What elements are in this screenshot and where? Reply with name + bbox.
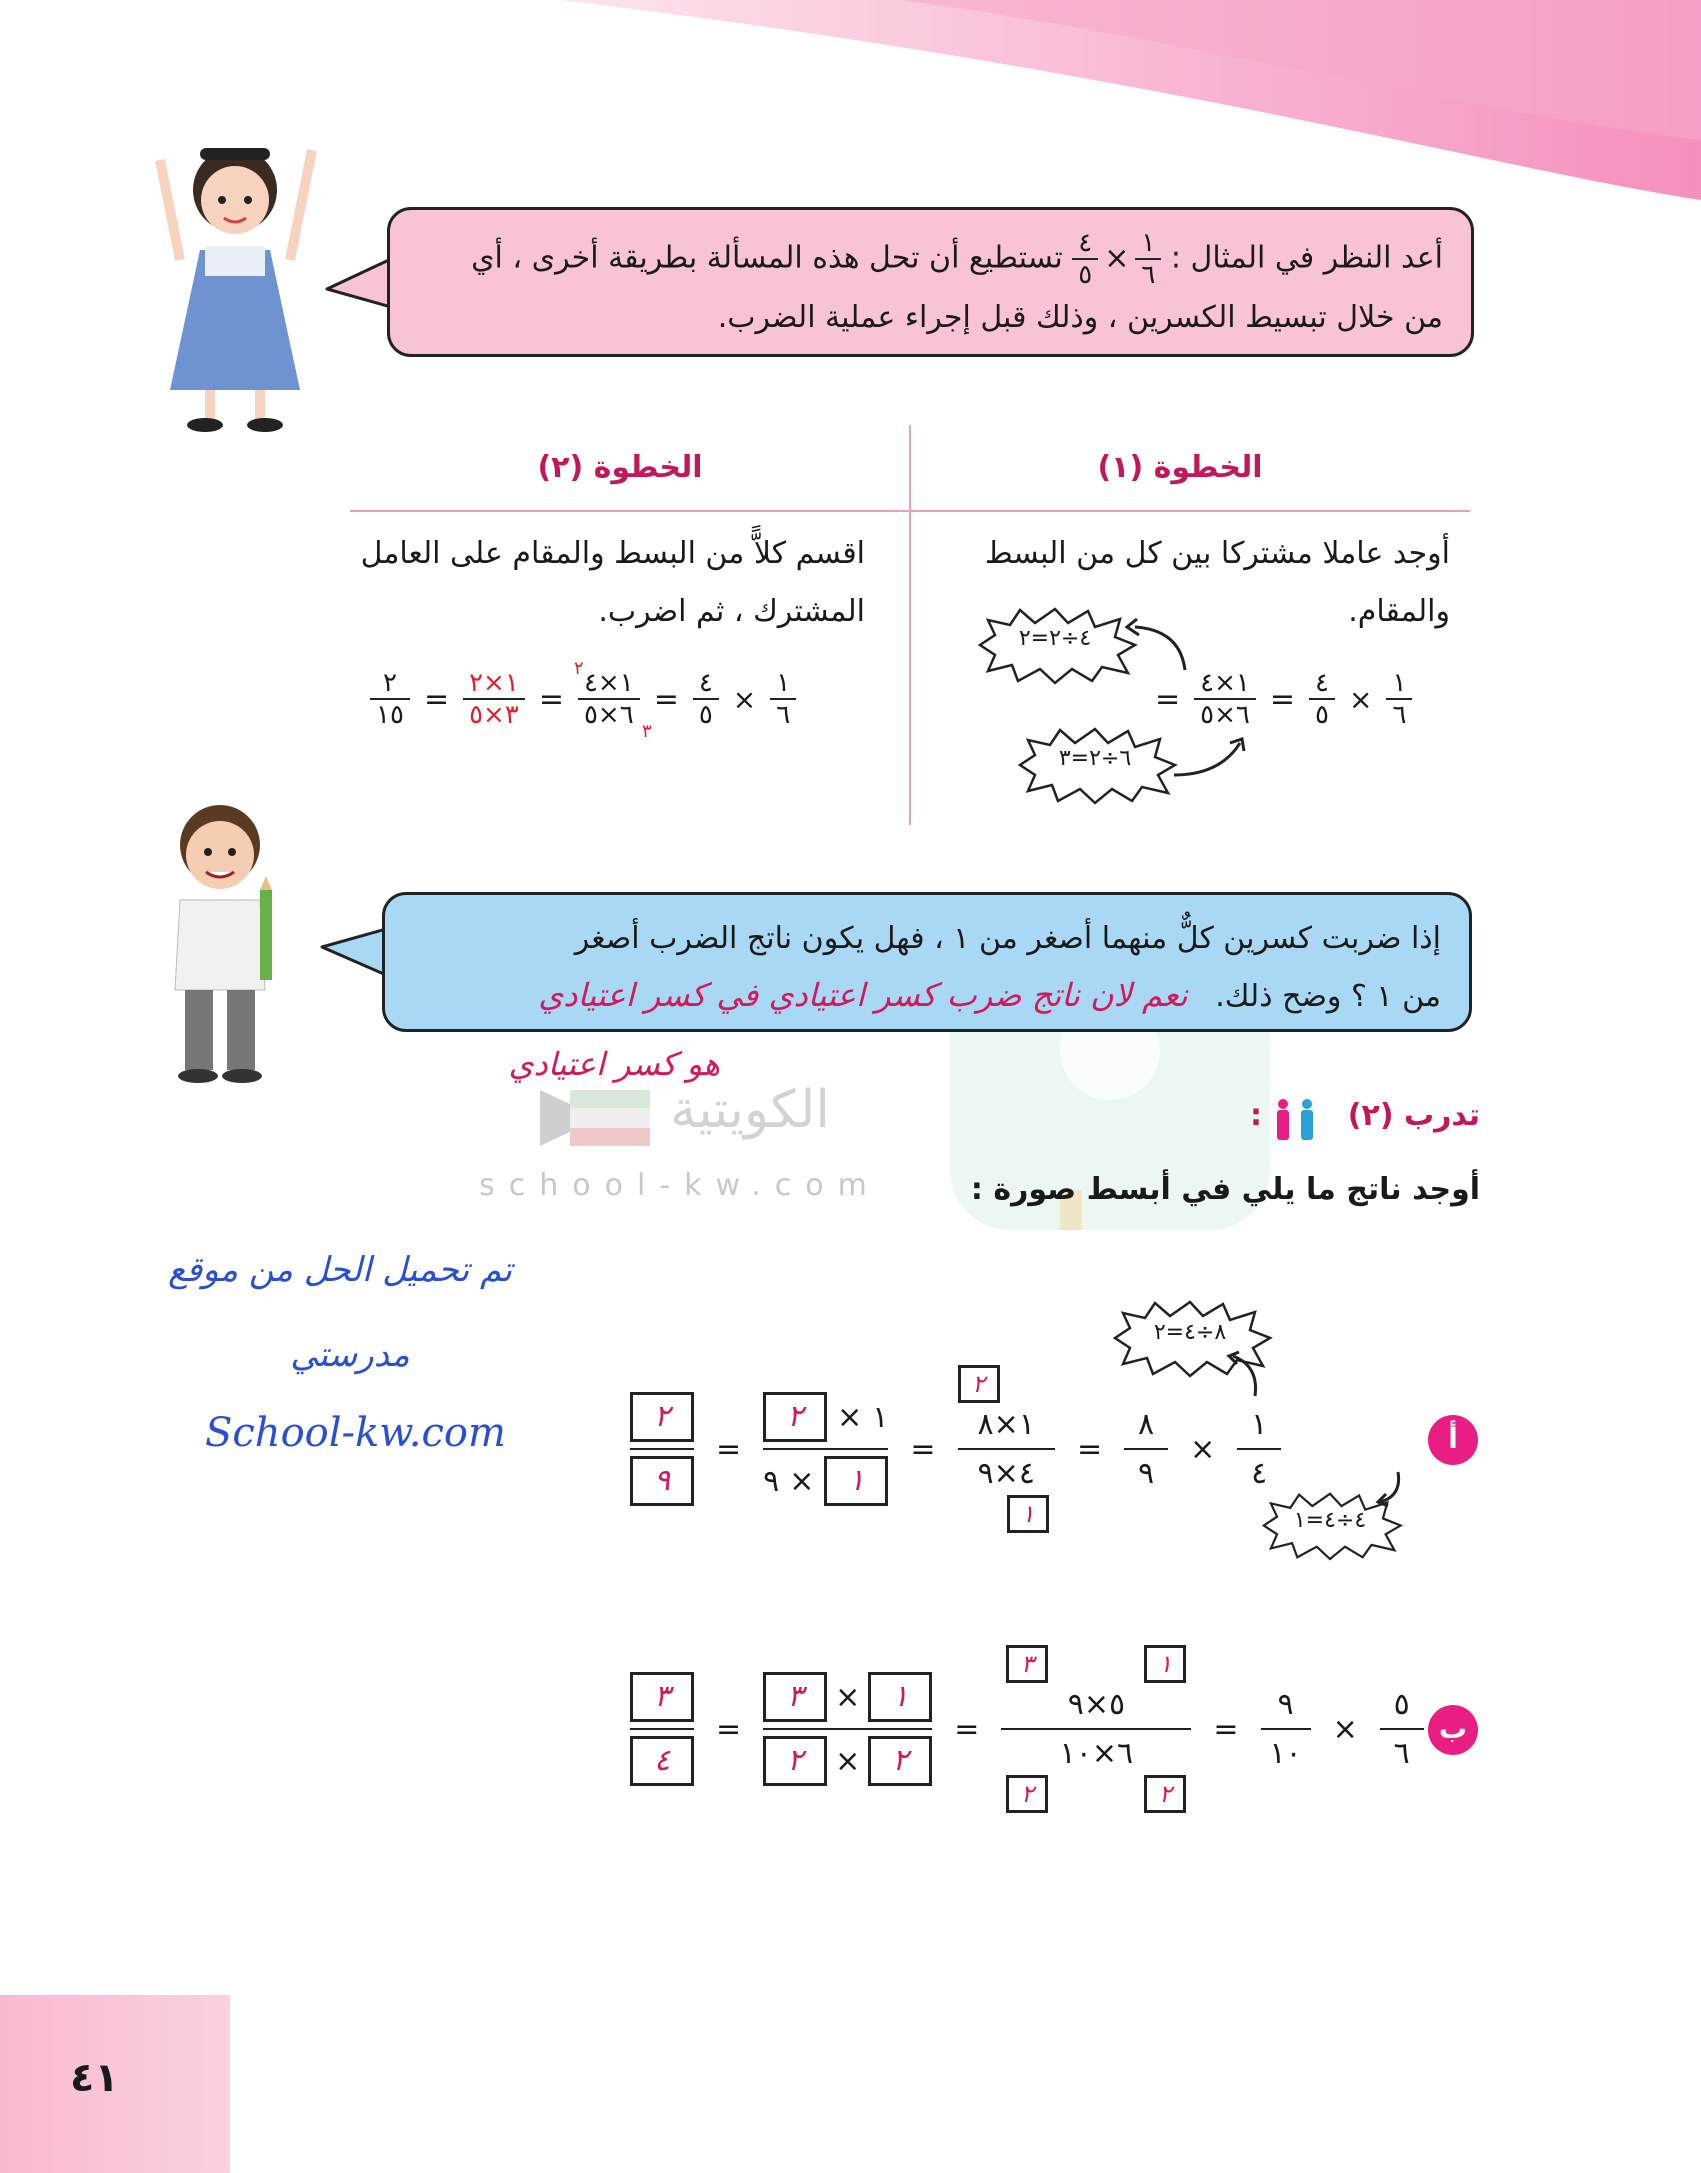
burst-bottom-step1-label: ٦÷٢=٣: [1058, 746, 1132, 771]
bubble2-tail: [320, 925, 390, 985]
page-number: ٤١: [70, 2055, 119, 2101]
burst-top-step1-label: ٤÷٢=٢: [1018, 626, 1092, 651]
a-result-num-box[interactable]: ٢: [630, 1392, 694, 1442]
bubble2-line1: إذا ضربت كسرين كلٌّ منهما أصغر من ١ ، فهل يكون ناتج الضرب أصغر: [574, 921, 1441, 956]
handwritten-answer-line2: هو كسر اعتيادي: [508, 1045, 720, 1083]
step1-title: الخطوة (١): [1097, 450, 1263, 485]
burst-problem-a-bottom-label: ٤÷٤=١: [1293, 1508, 1367, 1533]
b-s3-n1-box[interactable]: ١: [868, 1672, 932, 1722]
bubble1-rest: تستطيع أن تحل هذه المسألة بطريقة أخرى ، أي: [471, 240, 1063, 276]
hint-bubble-pink: [387, 207, 1474, 357]
pair-people-icon: [1265, 1098, 1325, 1142]
bubble1-tail: [325, 255, 395, 315]
bubble1-text: أعد النظر في المثال : $\frac{٤}{٥}$ × $\frac{١}{٦}$ تستطيع أن تحل هذه المسألة بطريقة أخرى ، أي من خلال تبسيط الكسرين ، وذلك قبل إجراء عملية الضرب.: [412, 228, 1443, 346]
steps-horizontal-divider: [350, 510, 1470, 512]
arrow-problem-a-bottom: [1370, 1468, 1410, 1508]
question-bubble-blue: [382, 892, 1472, 1032]
s1-frac-a: $\frac{١}{٦}$: [1386, 668, 1412, 730]
burst-problem-a-top-label: ٨÷٤=٢: [1153, 1320, 1227, 1345]
step1-equation: = $\frac{١\times ٤}{٦\times ٥}$ = $\frac{٤}{٥}$ × $\frac{١}{٦}$: [1155, 668, 1412, 730]
a-frac-1: ١ ٤: [1237, 1407, 1281, 1491]
b-frac-1: ٥ ٦: [1380, 1687, 1424, 1771]
arrow-top-step1: [1125, 615, 1195, 675]
a-mid-num: ١×٨: [977, 1407, 1035, 1442]
download-note-line2: مدرستي: [290, 1335, 410, 1375]
b-result-den-box[interactable]: ٤: [630, 1736, 694, 1786]
problem-b-label: ب: [1428, 1705, 1478, 1755]
s2-frac-a: $\frac{١}{٦}$: [770, 668, 796, 730]
b-cancel-frac: [1001, 1645, 1191, 1813]
s2-reduced-frac: $\frac{١\times ٢}{٣\times ٥}$: [463, 668, 525, 730]
step2-text: اقسم كلاًّ من البسط والمقام على العامل المشترك ، ثم اضرب.: [360, 536, 865, 629]
fraction-one-sixth: $\frac{١}{٦}$: [1135, 228, 1161, 290]
step2-title: الخطوة (٢): [537, 450, 703, 485]
b-step3-frac: ٣ × ١ ٢ × ٢: [763, 1672, 932, 1786]
practice-colon: :: [1250, 1098, 1262, 1133]
b-box-tr[interactable]: ١: [1144, 1645, 1186, 1683]
girl-character-illustration: [150, 120, 320, 440]
b-frac-2: ٩ ١٠: [1261, 1687, 1311, 1771]
b-mid-den: ٦×١٠: [1059, 1736, 1134, 1771]
problem-a-equation: ٢ ٩ = ٢ × ١ ٩ × ١ = ٢ ١×٨ ٤×٩ ١ = ٨ ٩ × ١ ٤: [630, 1365, 1281, 1533]
practice-instruction: أوجد ناتج ما يلي في أبسط صورة :: [970, 1172, 1480, 1207]
b-box-bl[interactable]: ٢: [1006, 1775, 1048, 1813]
a-mid-den: ٤×٩: [977, 1456, 1035, 1491]
s1-frac-b: $\frac{٤}{٥}$: [1309, 668, 1335, 730]
s2-cancel-frac: ١×٤ ٦×٥ ٢ ٣: [573, 658, 652, 742]
b-box-tl[interactable]: ٣: [1006, 1645, 1048, 1683]
b-s3-d1-box[interactable]: ٢: [868, 1736, 932, 1786]
s1-product-frac: $\frac{١\times ٤}{٦\times ٥}$: [1194, 668, 1256, 730]
a-box-top[interactable]: ٢: [958, 1365, 1000, 1403]
bubble2-text: [407, 911, 1441, 1025]
fraction-four-fifths: $\frac{٤}{٥}$: [1072, 228, 1098, 290]
a-result-frac: [630, 1392, 694, 1506]
step2-equation: $\frac{٢}{١٥}$ = $\frac{١\times ٢}{٣\times ٥}$ = ١×٤ ٦×٥ ٢ ٣ = $\frac{٤}{٥}$ × $\frac{١}{٦}$: [370, 668, 796, 730]
watermark-url: school-kw.com: [479, 1168, 881, 1203]
b-result-frac: [630, 1672, 694, 1786]
a-step3-num-box[interactable]: ٢: [763, 1392, 827, 1442]
a-cancel-frac: [958, 1365, 1055, 1533]
a-step3-frac: ٢ × ١ ٩ × ١: [763, 1392, 888, 1506]
s2-frac-b: $\frac{٤}{٥}$: [693, 668, 719, 730]
b-box-br[interactable]: ٢: [1144, 1775, 1186, 1813]
a-box-bottom[interactable]: ١: [1007, 1495, 1049, 1533]
bubble2-line2: من ١ ؟ وضح ذلك.: [1215, 979, 1441, 1014]
boy-character-illustration: [140, 790, 300, 1090]
problem-a-label: أ: [1428, 1415, 1478, 1465]
s2-result-frac: $\frac{٢}{١٥}$: [370, 668, 410, 730]
steps-vertical-divider: [909, 425, 911, 825]
watermark-brand-text: الكويتية: [670, 1080, 830, 1140]
b-mid-num: ٥×٩: [1067, 1687, 1126, 1722]
b-s3-n2-box[interactable]: ٣: [763, 1672, 827, 1722]
bubble1-intro: أعد النظر في المثال :: [1170, 240, 1443, 276]
b-s3-d2-box[interactable]: ٢: [763, 1736, 827, 1786]
practice-title: تدرب (٢): [1347, 1098, 1480, 1133]
b-result-num-box[interactable]: ٣: [630, 1672, 694, 1722]
kuwait-flag-icon: [540, 1090, 650, 1146]
handwritten-answer-line1: نعم لان ناتج ضرب كسر اعتيادي في كسر اعتيادي: [538, 976, 1188, 1014]
a-step3-den-box[interactable]: ١: [824, 1456, 888, 1506]
problem-b-equation: ٣ ٤ = ٣ × ١ ٢ × ٢ = ٣ ١ ٥×٩ ٦×١٠ ٢ ٢ = ٩ ١٠ × ٥ ٦: [630, 1645, 1424, 1813]
download-note-line1: تم تحميل الحل من موقع: [167, 1250, 513, 1290]
a-frac-2: ٨ ٩: [1124, 1407, 1168, 1491]
s2-small-top: ٢: [573, 658, 584, 679]
s2-small-bot: ٣: [642, 721, 652, 742]
step1-text: أوجد عاملا مشتركا بين كل من البسط والمقام.: [984, 536, 1450, 629]
download-note-url: School-kw.com: [205, 1410, 506, 1456]
bubble1-line2: من خلال تبسيط الكسرين ، وذلك قبل إجراء عملية الضرب.: [717, 300, 1443, 335]
a-result-den-box[interactable]: ٩: [630, 1456, 694, 1506]
arrow-bottom-step1: [1170, 735, 1250, 785]
